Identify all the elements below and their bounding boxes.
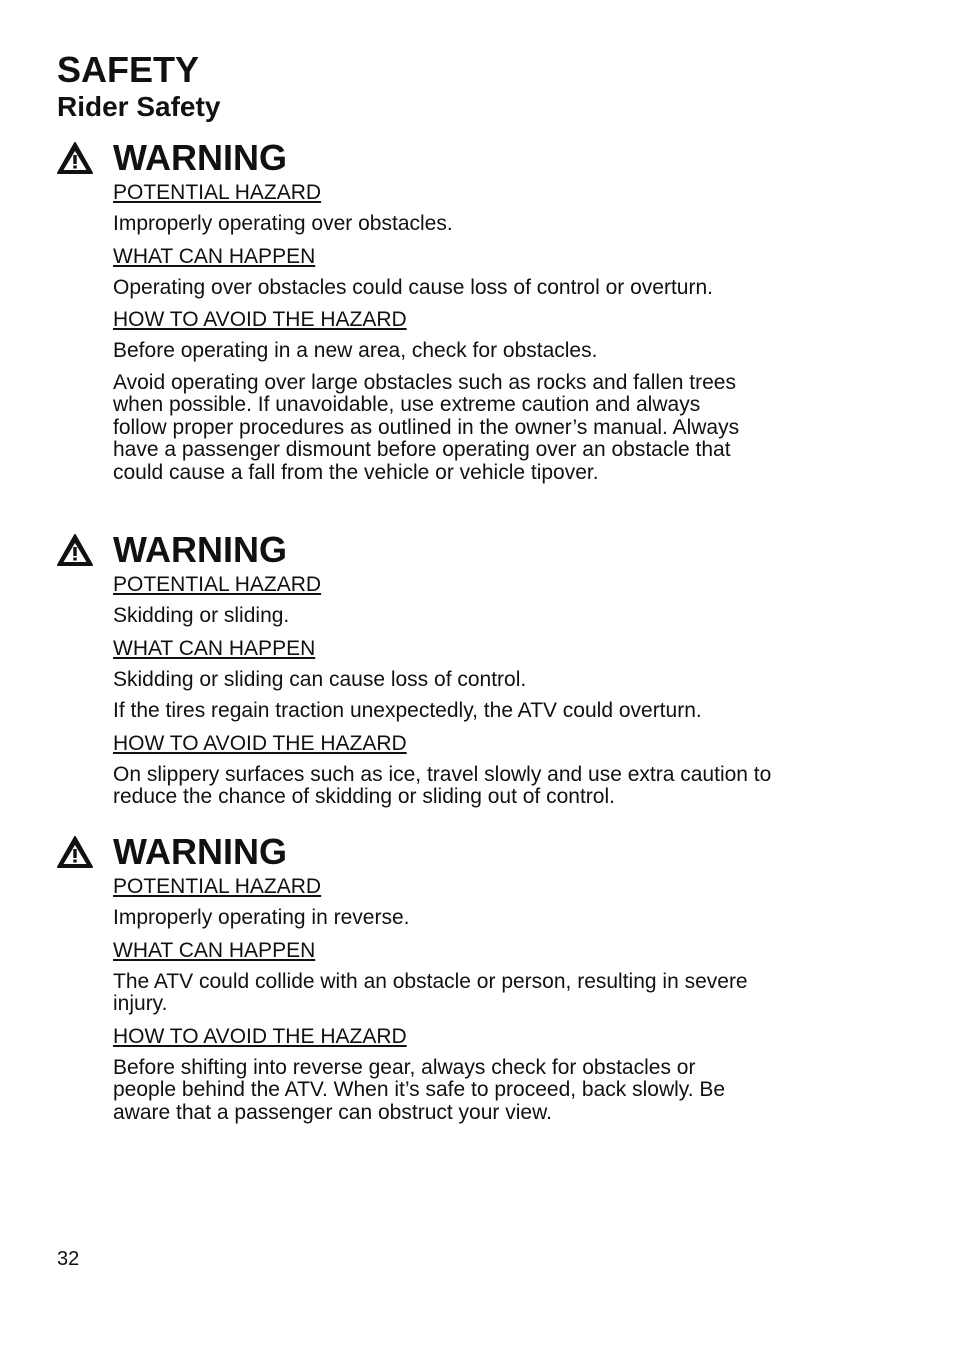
potential-hazard-text: Skidding or sliding. xyxy=(113,604,290,627)
potential-hazard-text: Improperly operating in reverse. xyxy=(113,906,410,929)
warning-body xyxy=(113,181,813,484)
how-to-avoid-text: Avoid operating over large obstacles such as rocks and fallen trees when possible. If unavoidable, use extreme caution and always follow proper procedures as outlined in the owner’s manual. Always have a passenger dismount before operating over an obstacle that could cause a fall from the vehicle or vehicle tipover. xyxy=(113,370,740,484)
how-to-avoid-heading: HOW TO AVOID THE HAZARD xyxy=(113,308,407,331)
warning-header xyxy=(57,135,817,181)
section-subtitle: Rider Safety xyxy=(57,91,221,122)
what-can-happen-text: Skidding or sliding can cause loss of control. xyxy=(113,667,527,691)
what-can-happen-heading: WHAT CAN HAPPEN xyxy=(113,636,316,660)
potential-hazard-heading: POTENTIAL HAZARD xyxy=(113,181,322,204)
how-to-avoid-text: On slippery surfaces such as ice, travel slowly and use extra caution to reduce the chance of skidding or sliding out of control. xyxy=(113,762,772,808)
what-can-happen-text: If the tires regain traction unexpectedly, the ATV could overturn. xyxy=(113,699,702,722)
warning-body xyxy=(113,573,813,809)
warning-triangle-icon xyxy=(57,142,93,174)
section-title: SAFETY xyxy=(57,49,200,90)
how-to-avoid-text: Before shifting into reverse gear, always check for obstacles or people behind the ATV. When it’s safe to proceed, back slowly. Be aware that a passenger can obstruct your view. xyxy=(113,1055,726,1124)
page-number: 32 xyxy=(57,1248,80,1270)
warning-block-reverse xyxy=(57,829,817,1133)
what-can-happen-heading: WHAT CAN HAPPEN xyxy=(113,938,316,962)
warning-header xyxy=(57,527,817,573)
what-can-happen-text: The ATV could collide with an obstacle or person, resulting in severe injury. xyxy=(113,969,748,1015)
warning-body xyxy=(113,875,813,1124)
how-to-avoid-heading: HOW TO AVOID THE HAZARD xyxy=(113,731,407,755)
warning-triangle-icon xyxy=(57,534,93,566)
warning-block-skidding xyxy=(57,527,817,818)
what-can-happen-text: Operating over obstacles could cause loss of control or overturn. xyxy=(113,275,713,299)
potential-hazard-text: Improperly operating over obstacles. xyxy=(113,212,453,235)
what-can-happen-heading: WHAT CAN HAPPEN xyxy=(113,244,316,268)
warning-label: WARNING xyxy=(113,831,287,872)
how-to-avoid-heading: HOW TO AVOID THE HAZARD xyxy=(113,1024,407,1048)
potential-hazard-heading: POTENTIAL HAZARD xyxy=(113,573,322,596)
warning-block-obstacles xyxy=(57,135,817,493)
warning-label: WARNING xyxy=(113,137,287,178)
potential-hazard-heading: POTENTIAL HAZARD xyxy=(113,875,322,898)
warning-label: WARNING xyxy=(113,529,287,570)
warning-triangle-icon xyxy=(57,836,93,868)
how-to-avoid-text: Before operating in a new area, check for obstacles. xyxy=(113,339,598,362)
warning-header xyxy=(57,829,817,875)
